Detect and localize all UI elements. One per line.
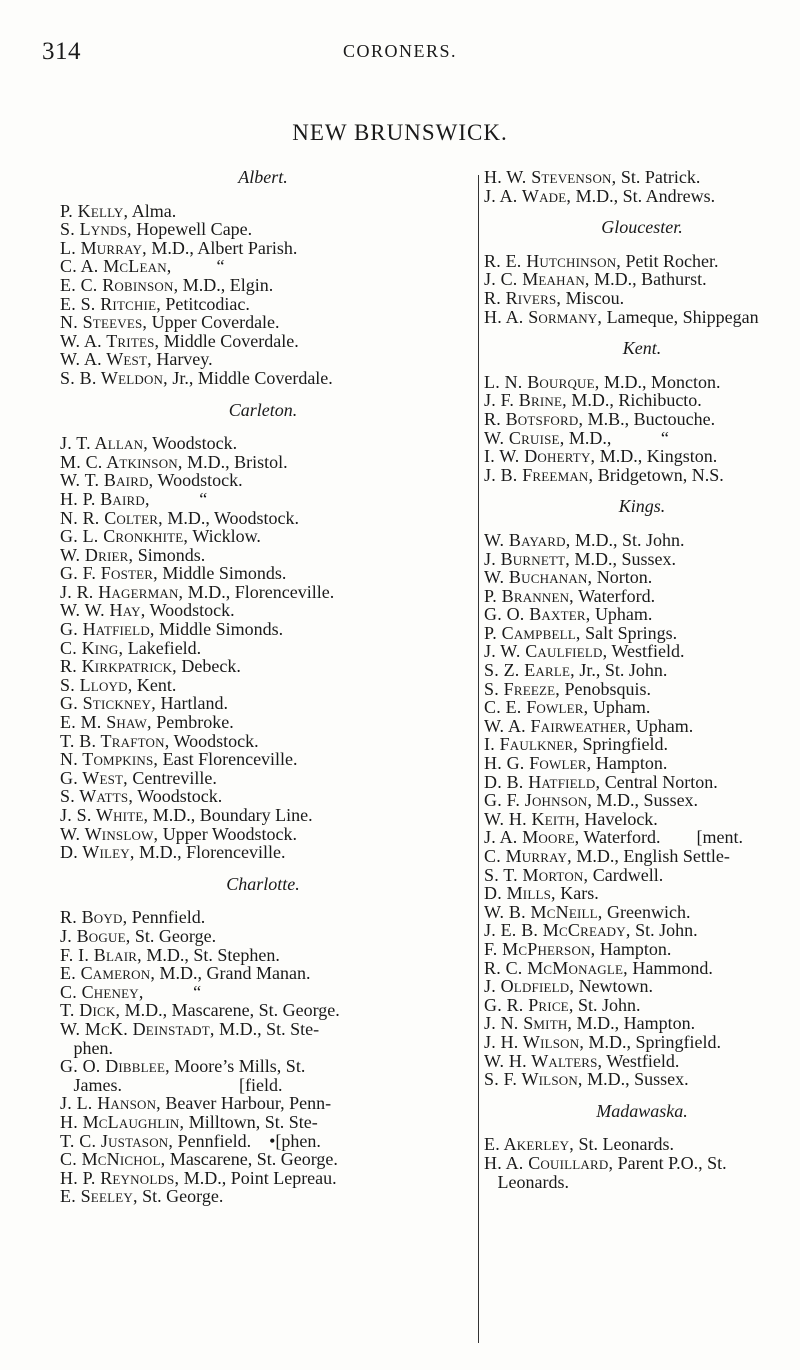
coroner-name: W. Buchanan, (484, 567, 593, 588)
coroner-location: M.D., Mascarene, St. George. (120, 1000, 340, 1021)
coroner-name: G. F. Johnson, (484, 790, 593, 811)
coroner-location: M.D., Boundary Line. (148, 805, 313, 825)
coroner-entry (60, 1113, 466, 1132)
coroner-name: T. Dick, (60, 1000, 121, 1021)
coroner-location: St. George. (137, 1186, 224, 1207)
coroner-location: Salt Springs. (580, 622, 678, 643)
coroner-location: “ (143, 981, 202, 1002)
coroner-name: J. Oldfield, (484, 976, 575, 997)
coroner-name: F. I. Blair, (60, 944, 142, 965)
coroner-location: Wicklow. (188, 526, 261, 547)
coroner-location: Pennfield. (127, 907, 206, 928)
coroner-entry (60, 509, 466, 528)
coroner-name: H. A. Couillard, (484, 1152, 614, 1173)
coroner-location: Jr., Middle Coverdale. (167, 367, 333, 388)
coroner-name: W. B. McNeill, (484, 901, 603, 922)
coroner-location: James. [field. (60, 1074, 283, 1095)
coroner-name: I. Faulkner, (484, 734, 579, 755)
coroner-entry (60, 694, 466, 713)
coroner-location: Woodstock. (169, 730, 259, 751)
coroner-entry (60, 546, 466, 565)
coroner-name: I. W. Doherty, (484, 446, 596, 467)
coroner-name: J. W. Caulfield, (484, 641, 608, 662)
coroner-location: Cardwell. (588, 864, 664, 885)
coroner-name: C. Cheney, (60, 981, 144, 1002)
coroner-entry (60, 564, 466, 583)
coroner-location: Alma. (128, 200, 177, 221)
coroner-entry (60, 1187, 466, 1206)
coroner-name: G. L. Cronkhite, (60, 526, 189, 547)
coroner-entry (60, 471, 466, 490)
coroner-location: Harvey. (151, 349, 213, 370)
coroner-location: Upper Woodstock. (158, 823, 297, 844)
coroner-entry (484, 977, 800, 996)
coroner-name: C. E. Fowler, (484, 697, 589, 718)
coroner-entry (60, 1057, 466, 1076)
coroner-location: Newtown. (574, 976, 654, 997)
coroner-name: H. McLaughlin, (60, 1111, 185, 1132)
coroner-name: W. H. Keith, (484, 808, 580, 829)
coroner-name: J. Bogue, (60, 925, 131, 946)
coroner-name: J. B. Freeman, (484, 464, 594, 485)
coroner-entry (484, 568, 800, 587)
coroner-name: L. N. Bourque, (484, 371, 600, 392)
coroner-entry (60, 239, 466, 258)
coroner-name: J. H. Wilson, (484, 1031, 585, 1052)
page-header (0, 38, 800, 68)
coroner-name: W. Bayard, (484, 529, 571, 550)
coroner-entry (484, 884, 800, 903)
coroner-entry (60, 1020, 466, 1039)
coroner-entry (484, 996, 800, 1015)
coroner-location: Miscou. (561, 287, 625, 308)
left-column (60, 168, 466, 1206)
coroner-name: W. H. Walters, (484, 1050, 603, 1071)
county-heading: Carleton. (228, 399, 298, 420)
coroner-entry (484, 447, 800, 466)
coroner-name: R. Kirkpatrick, (60, 656, 177, 677)
coroner-location: Upham. (590, 604, 653, 625)
coroner-location: Mascarene, St. George. (165, 1149, 338, 1170)
coroner-location: Hopewell Cape. (131, 219, 253, 240)
coroner-entry (60, 1094, 466, 1113)
coroner-location: M.D., Moncton. (599, 371, 721, 392)
coroner-entry (60, 1150, 466, 1169)
coroner-location: M.D., “ (564, 427, 669, 448)
coroner-name: J. A. Wade, (484, 185, 572, 206)
coroner-name: J. R. Hagerman, (60, 581, 184, 602)
coroner-entry (484, 252, 800, 271)
coroner-entry (60, 257, 466, 276)
coroner-location: St. Leonards. (573, 1134, 674, 1155)
coroner-name: T. C. Justason, (60, 1130, 174, 1151)
coroner-entry (484, 940, 800, 959)
coroner-entry (60, 676, 466, 695)
coroner-location: Hammond. (627, 957, 713, 978)
coroner-entry (484, 168, 800, 187)
coroner-entry (60, 583, 466, 602)
coroner-entry (60, 350, 466, 369)
coroner-entry (60, 927, 466, 946)
coroner-entry (484, 410, 800, 429)
coroner-entry (484, 717, 800, 736)
county-heading: Kings. (618, 496, 666, 517)
coroner-entry (484, 773, 800, 792)
coroner-entry (60, 713, 466, 732)
coroner-location: M.D., St. John. (570, 529, 685, 550)
coroner-location: M.D., St. Stephen. (141, 944, 280, 965)
coroner-location: M.D., Albert Parish. (146, 237, 298, 258)
coroner-name: S. Freeze, (484, 678, 560, 699)
coroner-location: Waterford. [ment. (579, 827, 743, 848)
coroner-location: Beaver Harbour, Penn- (160, 1093, 332, 1114)
coroner-entry (484, 373, 800, 392)
coroner-entry (60, 276, 466, 295)
coroner-name: G. O. Baxter, (484, 604, 591, 625)
coroner-name: G. West, (60, 767, 128, 788)
coroner-entry (484, 531, 800, 550)
coroner-entry (60, 946, 466, 965)
coroner-entry (484, 735, 800, 754)
coroner-location: St. John. (573, 994, 641, 1015)
coroner-location: M.D., Bathurst. (589, 269, 707, 290)
coroner-entry (484, 429, 800, 448)
coroner-entry (484, 754, 800, 773)
coroner-location: M.D., Florenceville. (183, 581, 335, 602)
right-column (477, 168, 800, 1191)
coroner-name: G. O. Dibblee, (60, 1056, 170, 1077)
coroner-name: E. Akerley, (484, 1134, 574, 1155)
coroner-name: E. M. Shaw, (60, 712, 152, 733)
coroner-name: J. Burnett, (484, 548, 570, 569)
coroner-entry (60, 750, 466, 769)
coroner-entry (484, 1070, 800, 1089)
coroner-entry (484, 550, 800, 569)
coroner-location: Penobsquis. (559, 678, 651, 699)
coroner-entry (60, 1001, 466, 1020)
coroner-location: Middle Simonds. (154, 619, 284, 640)
coroner-entry (484, 391, 800, 410)
coroner-entry (60, 1169, 466, 1188)
coroner-location: Hampton. (591, 753, 668, 774)
coroner-name: C. A. McLean, (60, 256, 172, 277)
coroner-location: M.D., St. Ste- (214, 1018, 320, 1039)
coroner-entry (60, 369, 466, 388)
coroner-location: M.D., Bristol. (182, 451, 288, 472)
section-title: NEW BRUNSWICK. (292, 120, 508, 145)
coroner-entry (484, 642, 800, 661)
coroner-name: E. C. Robinson, (60, 274, 179, 295)
coroner-name: F. McPherson, (484, 938, 596, 959)
coroner-name: J. S. White, (60, 805, 149, 825)
coroner-entry (484, 1154, 800, 1173)
coroner-location: Pembroke. (151, 712, 234, 733)
coroner-location: M.D., Hampton. (572, 1013, 696, 1034)
coroner-location: M.D., Elgin. (178, 274, 274, 295)
coroner-location: Central Norton. (600, 771, 718, 792)
coroner-name: S. Watts, (60, 786, 134, 807)
coroner-location: Upham. (631, 715, 694, 736)
coroner-name: D. Mills, (484, 883, 556, 904)
coroner-location: Lakefield. (123, 637, 202, 658)
coroner-name: W. McK. Deinstadt, (60, 1018, 215, 1039)
coroner-entry (484, 903, 800, 922)
coroner-location: M.D., Sussex. (569, 548, 676, 569)
coroner-entry (60, 657, 466, 676)
coroner-location: Petit Rocher. (621, 250, 719, 271)
coroner-location: “ (149, 488, 208, 509)
coroner-entry (484, 466, 800, 485)
coroner-location: M.D., St. Andrews. (571, 185, 716, 206)
coroner-name: G. Stickney, (60, 693, 156, 714)
coroner-name: M. C. Atkinson, (60, 451, 183, 472)
coroner-location: Westfield. (602, 1050, 680, 1071)
coroner-location: Moore’s Mills, St. (169, 1056, 306, 1077)
coroner-name: J. C. Meahan, (484, 269, 590, 290)
coroner-entry (60, 843, 466, 862)
coroner-location: M.D., Grand Manan. (155, 963, 311, 984)
coroner-name: T. B. Trafton, (60, 730, 170, 751)
coroner-entry (60, 527, 466, 546)
coroner-entry (60, 639, 466, 658)
county-heading: Albert. (238, 167, 288, 187)
coroner-location: Pennfield. •[phen. (173, 1130, 321, 1151)
coroner-location: “ (171, 256, 225, 277)
coroner-entry (60, 220, 466, 239)
coroner-location: Upham. (588, 697, 651, 718)
coroner-location: M.D., Woodstock. (162, 507, 300, 528)
coroner-location: Jr., St. John. (574, 660, 668, 681)
coroner-name: W. T. Baird, (60, 470, 154, 491)
coroner-entry (60, 295, 466, 314)
coroner-entry (60, 769, 466, 788)
page-number: 314 (42, 38, 81, 65)
coroner-name: H. P. Reynolds, (60, 1167, 180, 1188)
coroner-name: J. A. Moore, (484, 827, 580, 848)
coroner-location: Hartland. (155, 693, 228, 714)
coroner-name: W. Cruise, (484, 427, 565, 448)
coroner-location: Simonds. (133, 544, 206, 565)
coroner-name: P. Brannen, (484, 585, 574, 606)
coroner-name: G. F. Foster, (60, 563, 158, 584)
coroner-location: Milltown, St. Ste- (184, 1111, 318, 1132)
coroner-entry (484, 959, 800, 978)
coroner-name: W. A. West, (60, 349, 152, 370)
coroner-name: R. Botsford, (484, 408, 584, 429)
coroner-name: C. McNichol, (60, 1149, 166, 1170)
coroner-name: E. S. Ritchie, (60, 293, 161, 314)
coroner-entry (484, 698, 800, 717)
coroner-name: N. Tompkins, (60, 749, 159, 770)
coroner-entry (60, 313, 466, 332)
coroner-entry (484, 828, 800, 847)
coroner-location: Havelock. (579, 808, 658, 829)
coroner-name: R. Rivers, (484, 287, 562, 308)
coroner-location: M.B., Buctouche. (583, 408, 716, 429)
coroner-name: D. Wiley, (60, 842, 135, 863)
coroner-name: J. L. Hanson, (60, 1093, 161, 1114)
county-heading: Madawaska. (596, 1100, 688, 1121)
coroner-location: Petitcodiac. (160, 293, 250, 314)
coroner-entry (60, 964, 466, 983)
coroner-entry (484, 847, 800, 866)
coroner-entry (484, 289, 800, 308)
coroner-location: St. John. (630, 920, 698, 941)
coroner-entry (484, 270, 800, 289)
coroner-name: C. King, (60, 637, 124, 658)
coroner-entry (60, 983, 466, 1002)
coroner-location: Woodstock. (147, 433, 238, 454)
running-title: CORONERS. (342, 41, 458, 61)
coroner-entry (60, 806, 466, 825)
coroner-name: S. T. Morton, (484, 864, 589, 885)
coroner-entry (60, 1039, 466, 1058)
coroner-name: H. W. Stevenson, (484, 167, 617, 187)
coroner-location: Centreville. (127, 767, 217, 788)
coroner-location: Middle Simonds. (157, 563, 287, 584)
coroner-entry (484, 1173, 800, 1192)
coroner-entry (484, 661, 800, 680)
coroner-name: W. A. Trites, (60, 330, 160, 351)
coroner-name: J. N. Smith, (484, 1013, 573, 1034)
coroner-location: M.D., Kingston. (595, 446, 718, 467)
coroner-entry (60, 332, 466, 351)
coroner-name: R. C. McMonagle, (484, 957, 628, 978)
coroner-name: S. Lynds, (60, 219, 132, 240)
coroner-location: St. George. (130, 925, 217, 946)
coroner-location: M.D., Sussex. (592, 790, 699, 811)
coroner-entry (484, 810, 800, 829)
coroner-entry (484, 921, 800, 940)
coroner-location: Leonards. (484, 1171, 569, 1192)
coroner-location: Parent P.O., St. (613, 1152, 727, 1173)
coroner-location: M.D., English Settle- (571, 846, 730, 866)
coroner-name: N. Steeves, (60, 312, 148, 333)
coroner-entry (484, 791, 800, 810)
coroner-name: N. R. Colter, (60, 507, 163, 528)
coroner-name: L. Murray, (60, 237, 147, 258)
coroner-name: C. Murray, (484, 846, 572, 866)
coroner-location: Woodstock. (133, 786, 223, 807)
coroner-entry (60, 825, 466, 844)
coroner-name: J. F. Brine, (484, 390, 567, 411)
coroner-name: E. Seeley, (60, 1186, 138, 1207)
coroner-entry (484, 587, 800, 606)
coroner-name: H. G. Fowler, (484, 753, 592, 774)
coroner-entry (484, 680, 800, 699)
coroner-name: S. B. Weldon, (60, 367, 168, 388)
coroner-entry (484, 624, 800, 643)
coroner-name: G. R. Price, (484, 994, 574, 1015)
coroner-location: Woodstock. (153, 470, 243, 491)
coroner-location: Upper Coverdale. (147, 312, 280, 333)
coroner-location: Kars. (555, 883, 599, 904)
coroner-entry (60, 1076, 466, 1095)
coroner-entry (484, 1033, 800, 1052)
coroner-entry (484, 1014, 800, 1033)
coroner-location: Woodstock. (145, 600, 235, 621)
coroner-location: M.D., Richibucto. (566, 390, 702, 411)
coroner-location: Hampton. (595, 938, 672, 959)
coroner-entry (60, 601, 466, 620)
coroner-location: Westfield. (607, 641, 685, 662)
coroner-entry (60, 908, 466, 927)
coroner-name: S. Lloyd, (60, 674, 133, 695)
coroner-name: G. Hatfield, (60, 619, 155, 640)
coroner-location: Middle Coverdale. (159, 330, 299, 351)
coroner-location: Greenwich. (602, 901, 691, 922)
coroner-entry (60, 787, 466, 806)
coroner-name: P. Campbell, (484, 622, 581, 643)
coroner-location: M.D., Point Lepreau. (179, 1167, 337, 1188)
coroner-location: phen. (60, 1037, 113, 1058)
coroner-location: Lameque, Shippegan (602, 306, 759, 327)
coroner-entry (484, 866, 800, 885)
coroner-entry (60, 620, 466, 639)
coroner-name: D. B. Hatfield, (484, 771, 601, 792)
coroner-name: H. P. Baird, (60, 488, 150, 509)
coroner-entry (60, 453, 466, 472)
coroner-name: J. E. B. McCready, (484, 920, 631, 941)
coroner-name: J. T. Allan, (60, 433, 148, 454)
coroner-location: Norton. (592, 567, 653, 588)
coroner-location: East Florenceville. (158, 749, 298, 770)
coroner-location: Debeck. (176, 656, 241, 677)
coroner-entry (60, 490, 466, 509)
coroner-entry (60, 202, 466, 221)
county-heading: Kent. (622, 338, 662, 359)
coroner-entry (60, 1132, 466, 1151)
coroner-name: W. Winslow, (60, 823, 159, 844)
coroner-name: E. Cameron, (60, 963, 156, 984)
coroner-location: M.D., Sussex. (582, 1069, 689, 1090)
county-heading: Gloucester. (601, 217, 683, 238)
coroner-name: S. Z. Earle, (484, 660, 575, 681)
coroner-location: Springfield. (578, 734, 669, 755)
coroner-name: W. W. Hay, (60, 600, 146, 621)
coroner-name: H. A. Sormany, (484, 306, 603, 327)
coroner-entry (484, 308, 800, 327)
coroner-name: W. Drier, (60, 544, 134, 565)
coroner-location: St. Patrick. (616, 167, 701, 187)
coroner-location: M.D., Springfield. (584, 1031, 722, 1052)
coroner-entry (484, 605, 800, 624)
county-heading: Charlotte. (226, 873, 300, 894)
coroner-location: Waterford. (573, 585, 656, 606)
coroner-entry (60, 732, 466, 751)
coroner-name: W. A. Fairweather, (484, 715, 632, 736)
coroner-location: Kent. (132, 674, 177, 695)
coroner-entry (484, 1052, 800, 1071)
coroner-location: M.D., Florenceville. (134, 842, 286, 863)
coroner-name: R. Boyd, (60, 907, 128, 928)
coroner-name: R. E. Hutchinson, (484, 250, 622, 271)
coroner-name: S. F. Wilson, (484, 1069, 583, 1090)
coroner-location: Bridgetown, N.S. (593, 464, 724, 485)
coroner-name: P. Kelly, (60, 200, 129, 221)
coroner-entry (484, 187, 800, 206)
coroner-entry (484, 1135, 800, 1154)
coroner-entry (60, 434, 466, 453)
